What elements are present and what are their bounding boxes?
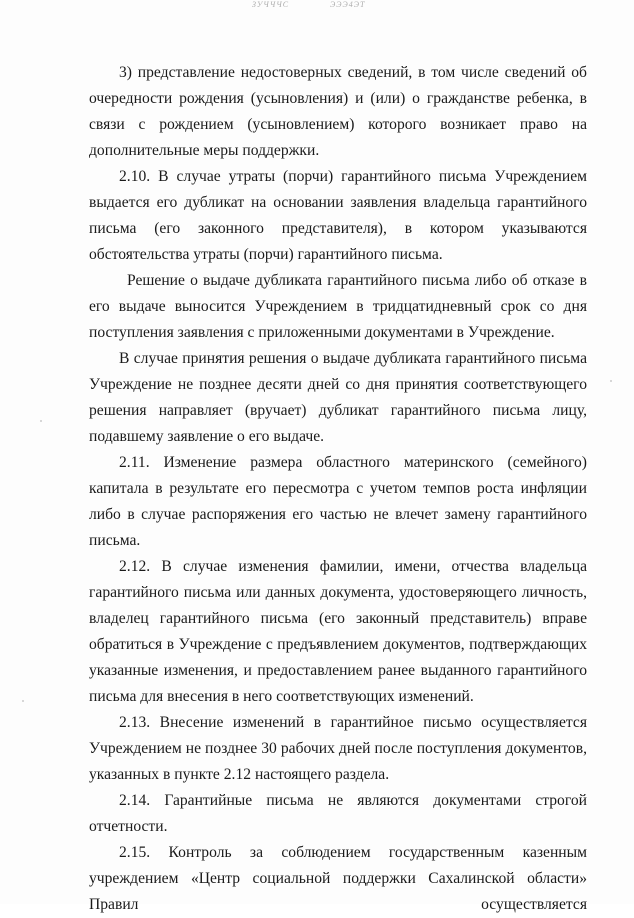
- paragraph-2-14: 2.14. Гарантийные письма не являются документами строгой отчетности.: [89, 792, 587, 835]
- paragraph-2-12: 2.12. В случае изменения фамилии, имени, отчества владельца гарантийного письма или данных документа, удостоверяющего личность, владелец гарантийного письма (его законный представитель) вправе обратиться в Учреждение с предъявлением документов, подтверждающих указанные изменения, и предоставлением ранее выданного гарантийного письма для внесения в него соответствующих изменений.: [89, 558, 587, 705]
- header-mark-left: ЗУЧЧЧС: [252, 0, 290, 9]
- paragraph-duplicate-delivery: В случае принятия решения о выдаче дубликата гарантийного письма Учреждение не позднее десяти дней со дня принятия соответствующего решения направляет (вручает) дубликат гарантийного письма лицу, подавшему заявление о его выдаче.: [89, 350, 587, 445]
- document-body: [89, 60, 587, 918]
- scan-speck: [22, 700, 24, 702]
- paragraph-2-15: 2.15. Контроль за соблюдением государственным казенным учреждением «Центр социальной поддержки Сахалинской области» Правил осуществляется: [89, 844, 587, 913]
- paragraph-item-3: 3) представление недостоверных сведений, в том числе сведений об очередности рождения (усыновления) и (или) о гражданстве ребенка, в связи с рождением (усыновлением) которого возникает право на дополнительные меры поддержки.: [89, 64, 587, 159]
- paragraph-2-13: 2.13. Внесение изменений в гарантийное письмо осуществляется Учреждением не позднее 30 рабочих дней после поступления документов, указанных в пункте 2.12 настоящего раздела.: [89, 714, 587, 783]
- paragraph-2-10: 2.10. В случае утраты (порчи) гарантийного письма Учреждением выдается его дубликат на основании заявления владельца гарантийного письма (его законного представителя), в котором указываются обстоятельства утраты (порчи) гарантийного письма.: [89, 168, 587, 263]
- scan-speck: [40, 420, 42, 422]
- scan-speck: [610, 380, 612, 382]
- paragraph-2-11: 2.11. Изменение размера областного материнского (семейного) капитала в результате его пересмотра с учетом темпов роста инфляции либо в случае распоряжения его частью не влечет замену гарантийного письма.: [89, 454, 587, 549]
- header-mark-right: ЭЭЭ4ЭТ: [330, 0, 366, 9]
- paragraph-duplicate-decision: Решение о выдаче дубликата гарантийного письма либо об отказе в его выдаче выносится Учреждением в тридцатидневный срок со дня поступления заявления с приложенными документами в Учреждение.: [89, 272, 587, 341]
